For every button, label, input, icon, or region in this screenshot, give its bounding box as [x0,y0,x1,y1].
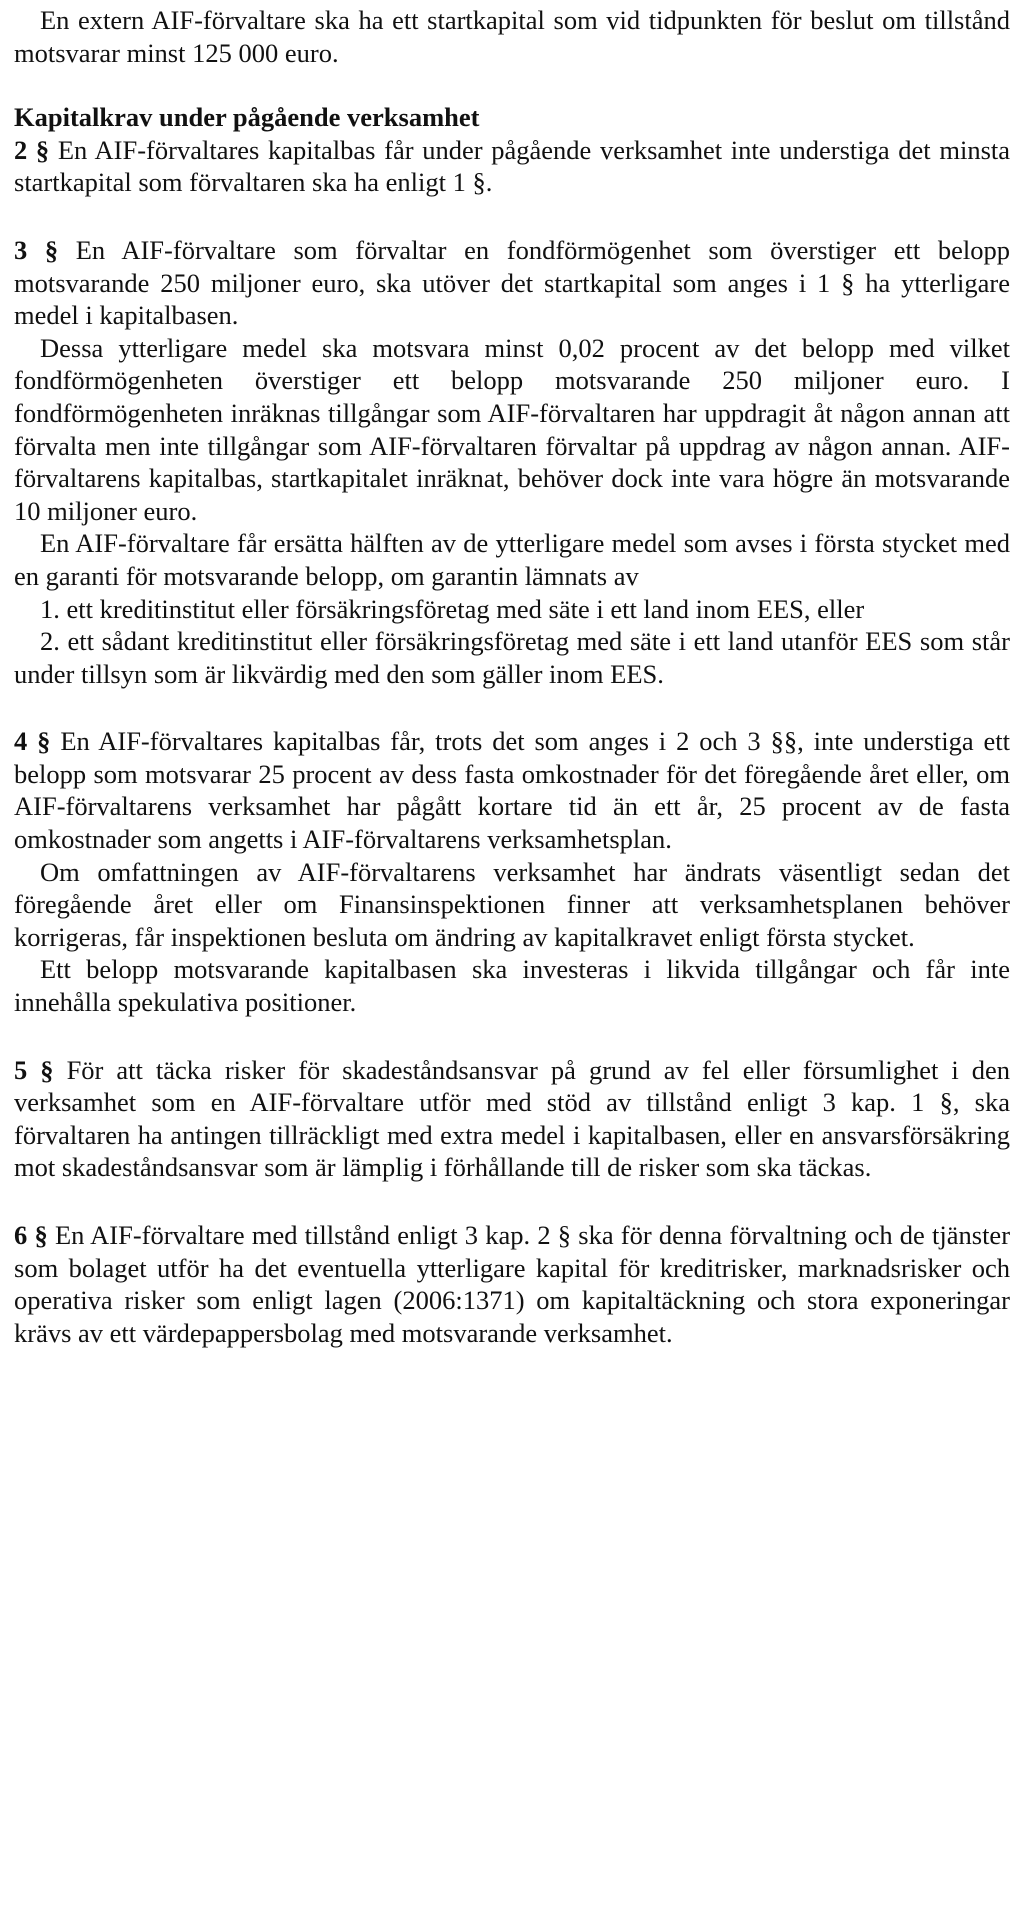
intro-paragraph [14,4,1010,69]
section-3-paragraph [14,234,1010,332]
section-4-paragraph [14,725,1010,855]
intro-text: En extern AIF-förvaltare ska ha ett startkapital som vid tidpunkten för beslut om tillstånd motsvarar minst 125 000 euro. [14,5,1010,68]
section-3-list-item-1: 1. ett kreditinstitut eller försäkringsföretag med säte i ett land inom EES, eller [40,593,865,624]
section-5-number: 5 § [14,1054,54,1085]
section-2-number: 2 § [14,134,50,165]
section-4-text: En AIF-förvaltares kapitalbas får, trots det som anges i 2 och 3 §§, inte understiga ett belopp som motsvarar 25 procent av dess fasta omkostnader för det föregående året eller, om AIF-förvaltarens verksamhet har pågått kortare tid än ett år, 25 procent av de fasta omkostnader som angetts i AIF-förvaltarens verksamhetsplan. [14,726,1011,855]
section-5-paragraph [14,1054,1010,1184]
section-4-paragraph-3: Ett belopp motsvarande kapitalbasen ska investeras i likvida tillgångar och får inte innehålla spekulativa positioner. [14,954,1010,1018]
section-2-text: En AIF-förvaltares kapitalbas får under pågående verksamhet inte understiga det minsta startkapital som förvaltaren ska ha enligt 1 §. [14,134,1011,198]
section-6-number: 6 § [14,1220,48,1250]
section-3-text: En AIF-förvaltare som förvaltar en fondförmögenhet som överstiger ett belopp motsvarande 250 miljoner euro, ska utöver det startkapital som anges i 1 § ha ytterligare medel i kapitalbasen. [14,234,1010,331]
section-5-text: För att täcka risker för skadeståndsansvar på grund av fel eller försumlighet i den verksamhet som en AIF-förvaltare utför med stöd av tillstånd enligt 3 kap. 1 §, ska förvaltaren ha antingen tillräckligt med extra medel i kapitalbasen, eller en ansvarsförsäkring mot skadeståndsansvar som är lämplig i förhållande till de risker som ska täckas. [14,1054,1011,1183]
section-3-number: 3 § [14,234,59,265]
section-4-paragraph-2: Om omfattningen av AIF-förvaltarens verksamhet har ändrats väsentligt sedan det föregående året eller om Finansinspektionen finner att verksamhetsplanen behöver korrigeras, får inspektionen besluta om ändring av kapitalkravet enligt första stycket. [14,856,1010,952]
section-6-text: En AIF-förvaltare med tillstånd enligt 3 kap. 2 § ska för denna förvaltning och de tjänster som bolaget utför ha det eventuella ytterligare kapital för kreditrisker, marknadsrisker och operativa risker som enligt lagen (2006:1371) om kapitaltäckning och stora exponeringar krävs av ett värdepappersbolag med motsvarande verksamhet. [14,1220,1011,1348]
section-2-paragraph [14,134,1010,199]
section-3-paragraph-2: Dessa ytterligare medel ska motsvara minst 0,02 procent av det belopp med vilket fondförmögenheten överstiger ett belopp motsvarande 250 miljoner euro. I fondförmögenheten inräknas tillgångar som AIF-förvaltaren har uppdragit åt någon annan att förvalta men inte tillgångar som AIF-förvaltaren förvaltar på uppdrag av någon annan. AIF-förvaltarens kapitalbas, startkapitalet inräknat, behöver dock inte vara högre än motsvarande 10 miljoner euro. [14,332,1010,526]
section-3-paragraph-3: En AIF-förvaltare får ersätta hälften av de ytterligare medel som avses i första stycket med en garanti för motsvarande belopp, om garantin lämnats av [14,528,1010,591]
section-heading: Kapitalkrav under pågående verksamhet [14,102,480,133]
section-4-number: 4 § [14,726,51,757]
document-page [14,4,1010,1349]
section-3-list-item-2: 2. ett sådant kreditinstitut eller försäkringsföretag med säte i ett land utanför EES som står under tillsyn som är likvärdig med den som gäller inom EES. [14,626,1010,689]
section-6-paragraph [14,1219,1010,1349]
